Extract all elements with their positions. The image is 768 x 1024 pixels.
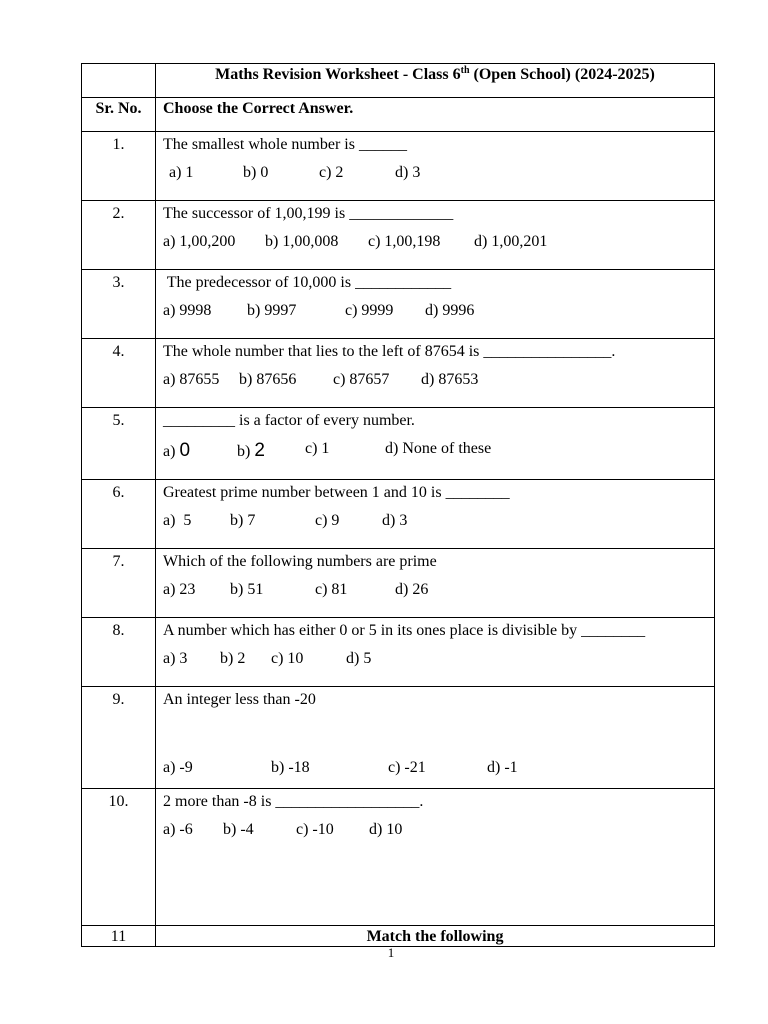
option-b: b) -4 — [223, 821, 254, 838]
question-text: An integer less than -20 — [163, 691, 316, 708]
question-number: 10. — [108, 793, 129, 810]
question-row — [82, 270, 715, 339]
question-number-cell — [82, 789, 156, 926]
header-row — [82, 98, 715, 132]
question-cell — [156, 201, 715, 270]
option-d: d) 10 — [369, 821, 403, 838]
question-cell — [156, 687, 715, 789]
question-number-cell — [82, 549, 156, 618]
title-suffix: (Open School) (2024-2025) — [469, 66, 655, 83]
question-text: The successor of 1,00,199 is _____________ — [163, 205, 454, 222]
option-d: d) 3 — [395, 164, 421, 181]
option-c: c) 2 — [319, 164, 344, 181]
answer-options — [163, 233, 714, 257]
option-a: a) -9 — [163, 759, 193, 776]
sr-no-label: Sr. No. — [95, 100, 142, 117]
question-row — [82, 789, 715, 926]
option-value: 2 — [254, 440, 265, 461]
match-number-cell — [82, 926, 156, 947]
option-d: d) 1,00,201 — [474, 233, 548, 250]
option-value: 0 — [179, 440, 191, 461]
question-number: 3. — [112, 274, 125, 291]
title-prefix: Maths Revision Worksheet - Class 6 — [215, 66, 461, 83]
question-number-cell — [82, 408, 156, 480]
question-number-cell — [82, 201, 156, 270]
option-a: a) 9998 — [163, 302, 212, 319]
instruction-label: Choose the Correct Answer. — [163, 100, 354, 117]
question-row — [82, 201, 715, 270]
option-a: a) 87655 — [163, 371, 220, 388]
option-d: d) 9996 — [425, 302, 475, 319]
option-d: d) 87653 — [421, 371, 479, 388]
question-text: Which of the following numbers are prime — [163, 553, 437, 570]
answer-options — [163, 581, 714, 605]
question-text: _________ is a factor of every number. — [163, 412, 415, 429]
question-cell — [156, 270, 715, 339]
question-number: 4. — [112, 343, 125, 360]
title-cell — [156, 64, 715, 98]
option-c: c) 1,00,198 — [368, 233, 441, 250]
question-row — [82, 687, 715, 789]
option-a — [163, 440, 190, 462]
option-c: c) 1 — [305, 440, 330, 457]
option-c: c) -21 — [388, 759, 426, 776]
option-c: c) 9999 — [345, 302, 394, 319]
title-row-empty-cell — [82, 64, 156, 98]
answer-options — [163, 650, 714, 674]
match-number: 11 — [110, 928, 127, 945]
question-number: 2. — [112, 205, 125, 222]
question-number-cell — [82, 339, 156, 408]
answer-options — [163, 512, 714, 536]
option-label: a) — [163, 443, 180, 460]
option-c: c) -10 — [296, 821, 334, 838]
answer-options — [163, 440, 714, 464]
question-row — [82, 618, 715, 687]
option-d: d) 5 — [346, 650, 372, 667]
option-label: b) — [237, 443, 255, 460]
option-b — [237, 440, 265, 462]
question-row — [82, 339, 715, 408]
option-a: a) -6 — [163, 821, 193, 838]
question-number-cell — [82, 132, 156, 201]
instruction-header — [156, 98, 715, 132]
title-row — [82, 64, 715, 98]
option-b: b) 2 — [220, 650, 246, 667]
question-number-cell — [82, 618, 156, 687]
answer-options — [163, 164, 714, 188]
option-b: b) 9997 — [247, 302, 297, 319]
option-c: c) 87657 — [333, 371, 390, 388]
option-a: a) 3 — [163, 650, 188, 667]
question-number: 6. — [112, 484, 125, 501]
page-number: 1 — [387, 945, 395, 960]
option-d: d) 3 — [382, 512, 408, 529]
option-a: a) 1,00,200 — [163, 233, 236, 250]
option-a: a) 23 — [163, 581, 196, 598]
option-b: b) 87656 — [239, 371, 297, 388]
question-text: The predecessor of 10,000 is ____________ — [163, 274, 452, 291]
option-d: d) -1 — [487, 759, 518, 776]
sr-no-header — [82, 98, 156, 132]
question-row — [82, 549, 715, 618]
question-number: 9. — [112, 691, 125, 708]
answer-options — [163, 821, 714, 845]
question-cell — [156, 339, 715, 408]
question-number-cell — [82, 270, 156, 339]
option-b: b) 0 — [243, 164, 269, 181]
question-cell — [156, 789, 715, 926]
option-b: b) 7 — [230, 512, 256, 529]
question-text: Greatest prime number between 1 and 10 is ________ — [163, 484, 510, 501]
question-number-cell — [82, 687, 156, 789]
question-row — [82, 480, 715, 549]
question-text: 2 more than -8 is __________________. — [163, 793, 424, 810]
question-cell — [156, 408, 715, 480]
question-cell — [156, 549, 715, 618]
answer-options — [163, 371, 714, 395]
option-b: b) 51 — [230, 581, 264, 598]
question-cell — [156, 480, 715, 549]
option-c: c) 81 — [315, 581, 348, 598]
match-row — [82, 926, 715, 947]
question-text: The whole number that lies to the left of 87654 is ________________. — [163, 343, 616, 360]
option-d: d) None of these — [385, 440, 492, 457]
match-title: Match the following — [366, 928, 504, 945]
option-c: c) 9 — [315, 512, 340, 529]
question-cell — [156, 132, 715, 201]
option-a: a) 5 — [163, 512, 192, 529]
question-number: 8. — [112, 622, 125, 639]
option-a: a) 1 — [169, 164, 194, 181]
title-superscript: th — [460, 65, 470, 76]
question-row — [82, 408, 715, 480]
question-text: The smallest whole number is ______ — [163, 136, 407, 153]
match-title-cell — [156, 926, 715, 947]
question-row — [82, 132, 715, 201]
question-number-cell — [82, 480, 156, 549]
question-number: 1. — [112, 136, 125, 153]
option-b: b) 1,00,008 — [265, 233, 339, 250]
question-text: A number which has either 0 or 5 in its ones place is divisible by ________ — [163, 622, 646, 639]
answer-options — [163, 759, 714, 783]
worksheet-title — [156, 64, 714, 84]
option-b: b) -18 — [271, 759, 310, 776]
option-d: d) 26 — [395, 581, 429, 598]
question-number: 5. — [112, 412, 125, 429]
worksheet-table — [81, 63, 715, 947]
question-number: 7. — [112, 553, 125, 570]
option-c: c) 10 — [271, 650, 304, 667]
question-cell — [156, 618, 715, 687]
answer-options — [163, 302, 714, 326]
